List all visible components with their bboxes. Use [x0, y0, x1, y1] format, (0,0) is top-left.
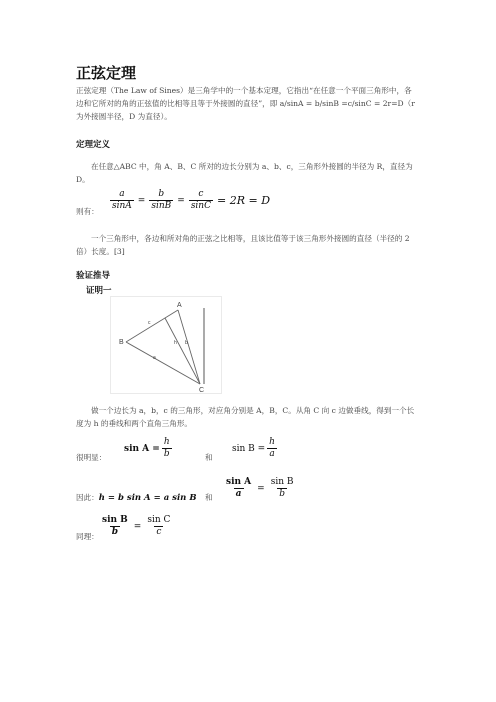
vertex-label-B: B — [119, 339, 124, 346]
fraction-sinB-b — [269, 477, 296, 500]
equals-sign: = — [133, 521, 142, 532]
fraction-c-sinC — [189, 189, 213, 212]
page-title: 正弦定理 — [76, 65, 137, 82]
denominator: sinC — [190, 201, 211, 211]
then-label: 则有： — [76, 207, 99, 216]
fraction-sinB-b — [100, 515, 130, 538]
triangle-diagram — [110, 296, 222, 394]
fraction-sinC-c — [145, 515, 172, 538]
formula-sinA-h-b — [124, 437, 172, 460]
side-label-c: c — [148, 320, 151, 326]
therefore-label: 因此： — [76, 493, 99, 502]
fraction-h-b — [162, 437, 172, 460]
fraction-sinA-a — [224, 477, 253, 500]
numerator: sin B — [102, 515, 128, 525]
numerator: sin A — [226, 477, 252, 487]
section-heading-definition: 定理定义 — [76, 139, 111, 149]
formula-h-equals: h = b sin A = a sin B — [98, 492, 197, 503]
formula-sinB-b-sinC-c — [100, 515, 172, 538]
formula-tail: = 2R = D — [217, 194, 271, 207]
intro-paragraph: 正弦定理（The Law of Sines）是三角学中的一个基本定理，它指出“在任意一个平面三角形中，各边和它所对的角的正弦值的比相等且等于外接圆的直径”，即 a/sinA = b/sinB =c/sinC = 2r=D（r 为外接圆半径，D 为直径）。 — [76, 86, 415, 121]
denominator: sinA — [112, 201, 132, 211]
section-heading-proof: 验证推导 — [76, 270, 111, 280]
numerator: h — [269, 437, 275, 447]
numerator: sin B — [270, 477, 294, 487]
formula-sinB-h-a — [232, 437, 277, 460]
and-label-2: 和 — [205, 493, 213, 502]
formula-lhs: sin A = — [124, 443, 160, 454]
denominator: b — [279, 489, 285, 499]
construction-paragraph: 做一个边长为 a，b，c 的三角形，对应角分别是 A，B，C。从角 C 向 c 边做垂线，得到一个长度为 h 的垂线和两个直角三角形。 — [76, 406, 415, 428]
numerator: c — [198, 189, 204, 199]
ratio-paragraph: 一个三角形中，各边和所对角的正弦之比相等，且该比值等于该三角形外接圆的直径（半径的 2 倍）长度。[3] — [76, 234, 410, 256]
formula-sinA-a-sinB-b — [224, 477, 295, 500]
equals-sign: = — [257, 483, 265, 494]
side-label-b: b — [185, 340, 188, 346]
definition-paragraph: 在任意△ABC 中，角 A、B、C 所对的边长分别为 a、b、c，三角形外接圆的半径为 R，直径为 D。 — [76, 162, 413, 184]
altitude-label-h: h — [174, 340, 177, 346]
law-of-sines-formula — [110, 189, 270, 212]
equals-sign: = — [137, 195, 146, 206]
fraction-a-sinA — [110, 189, 134, 212]
vertex-label-A: A — [177, 302, 182, 309]
obvious-label: 很明显： — [76, 453, 107, 462]
and-label-1: 和 — [205, 453, 213, 462]
side-label-a: a — [153, 355, 156, 361]
numerator: sin C — [147, 515, 171, 525]
equals-sign: = — [177, 195, 185, 206]
subheading-proof-one: 证明一 — [86, 285, 112, 295]
likewise-label: 同理： — [76, 532, 99, 541]
vertex-label-C: C — [199, 387, 205, 394]
fraction-b-sinB — [149, 189, 173, 212]
denominator: sinB — [151, 201, 172, 211]
numerator: b — [158, 189, 165, 199]
denominator: b — [163, 449, 170, 459]
formula-lhs: sin B = — [232, 443, 266, 454]
fraction-h-a — [267, 437, 277, 460]
therefore-line — [76, 492, 197, 503]
numerator: h — [163, 437, 170, 447]
diagram-frame — [111, 297, 222, 394]
denominator: a — [235, 489, 242, 499]
denominator: c — [156, 527, 162, 537]
numerator: a — [119, 189, 125, 199]
denominator: b — [111, 527, 119, 537]
denominator: a — [269, 449, 275, 459]
